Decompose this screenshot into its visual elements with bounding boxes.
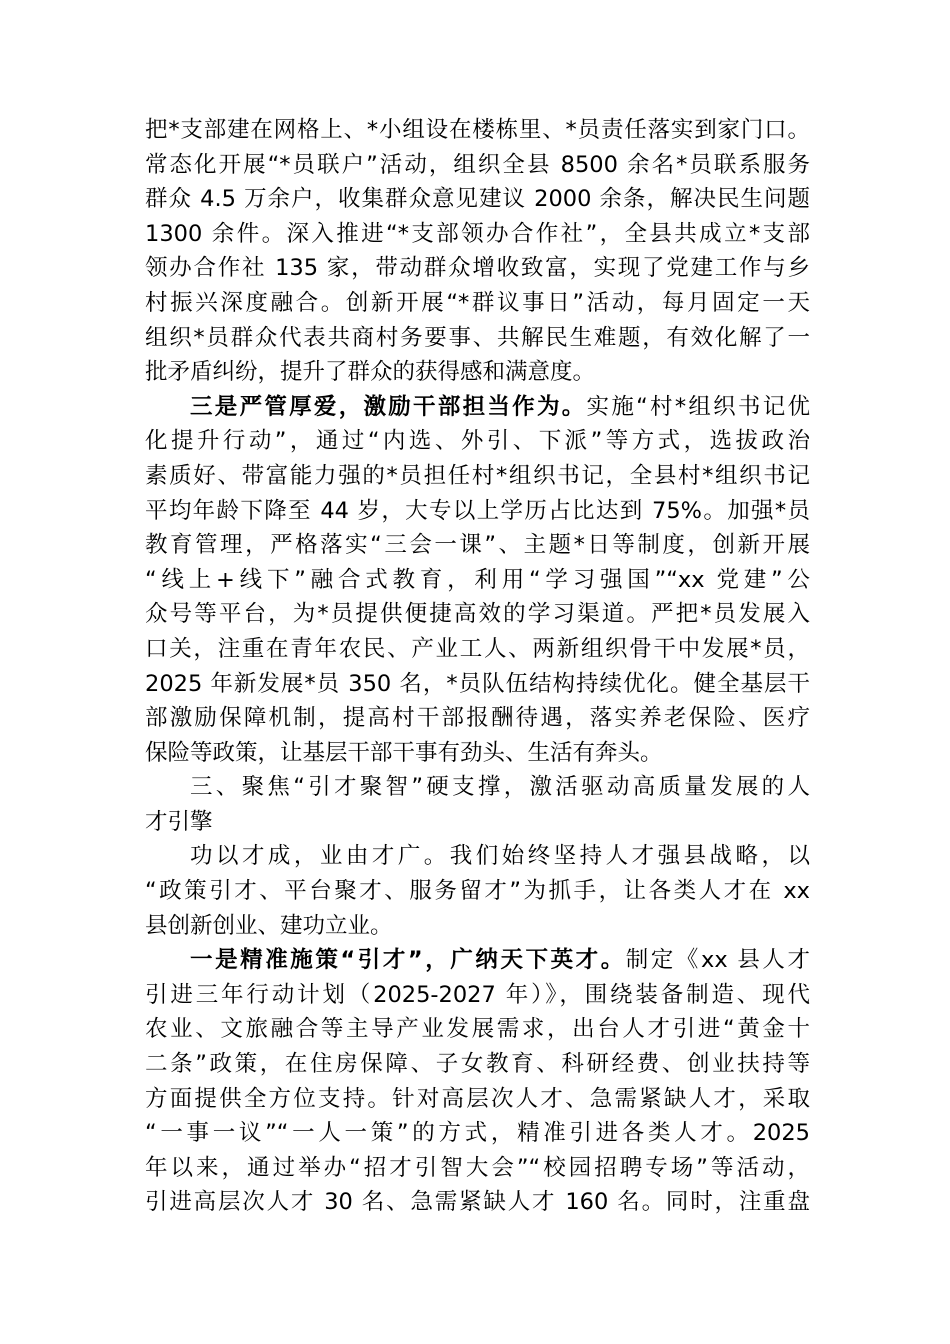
- text-line: 引进高层次人才 30 名、急需紧缺人才 160 名。同时，注重盘: [145, 1189, 810, 1216]
- paragraph-lead: 三是严管厚爱，激励干部担当作为。: [190, 393, 587, 420]
- text-line: 县创新创业、建功立业。: [145, 912, 393, 939]
- text-line: 三、聚焦“引才聚智”硬支撑，激活驱动高质量发展的人: [190, 774, 810, 801]
- text-line-rest: 制定《xx 县人才: [625, 947, 810, 974]
- text-line: 才引擎: [145, 808, 213, 835]
- paragraph-talent-strategy: [145, 839, 810, 943]
- section-heading: [145, 770, 810, 839]
- document-page: [145, 113, 810, 1220]
- text-line: 年以来，通过举办“招才引智大会”“校园招聘专场”等活动，: [145, 1154, 810, 1181]
- text-line: [145, 390, 810, 425]
- text-line: 二条”政策，在住房保障、子女教育、科研经费、创业扶持等: [145, 1051, 810, 1078]
- text-line: 功以才成，业由才广。我们始终坚持人才强县战略，以: [190, 843, 810, 870]
- text-line: 2025 年新发展*员 350 名，*员队伍结构持续优化。健全基层干: [145, 670, 810, 697]
- text-line: “一事一议”“一人一策”的方式，精准引进各类人才。2025: [145, 1120, 810, 1147]
- text-line: 部激励保障机制，提高村干部报酬待遇，落实养老保险、医疗: [145, 705, 810, 732]
- text-line: 领办合作社 135 家，带动群众增收致富，实现了党建工作与乡: [145, 255, 810, 282]
- text-line: 农业、文旅融合等主导产业发展需求，出台人才引进“黄金十: [145, 1016, 810, 1043]
- paragraph-party-households: [145, 113, 810, 390]
- text-line: 方面提供全方位支持。针对高层次人才、急需紧缺人才，采取: [145, 1085, 810, 1112]
- text-line: 教育管理，严格落实“三会一课”、主题*日等制度，创新开展: [145, 532, 810, 559]
- paragraph-talent-recruitment: [145, 943, 810, 1220]
- text-line: 常态化开展“*员联户”活动，组织全县 8500 余名*员联系服务: [145, 151, 810, 178]
- text-line: 口关，注重在青年农民、产业工人、两新组织骨干中发展*员，: [145, 635, 810, 662]
- paragraph-lead: 一是精准施策“引才”，广纳天下英才。: [190, 947, 626, 974]
- text-line: [145, 943, 810, 978]
- text-line: 素质好、带富能力强的*员担任村*组织书记，全县村*组织书记: [145, 462, 810, 489]
- text-line: 平均年龄下降至 44 岁，大专以上学历占比达到 75%。加强*员: [145, 497, 810, 524]
- text-line: 组织*员群众代表共商村务要事、共解民生难题，有效化解了一: [145, 324, 810, 351]
- text-line: 保险等政策，让基层干部干事有劲头、生活有奔头。: [145, 739, 663, 766]
- text-line: 化提升行动”，通过“内选、外引、下派”等方式，选拔政治: [145, 428, 810, 455]
- text-line: 村振兴深度融合。创新开展“*群议事日”活动，每月固定一天: [145, 289, 810, 316]
- text-line: 众号等平台，为*员提供便捷高效的学习渠道。严把*员发展入: [145, 601, 810, 628]
- text-line: “线上+线下”融合式教育，利用“学习强国”“xx 党建”公: [145, 566, 810, 593]
- text-line: 群众 4.5 万余户，收集群众意见建议 2000 余条，解决民生问题: [145, 186, 810, 213]
- text-line-rest: 实施“村*组织书记优: [586, 393, 810, 420]
- text-line: 把*支部建在网格上、*小组设在楼栋里、*员责任落实到家门口。: [145, 117, 810, 143]
- text-line: 1300 余件。深入推进“*支部领办合作社”，全县共成立*支部: [145, 220, 810, 247]
- text-line: “政策引才、平台聚才、服务留才”为抓手，让各类人才在 xx: [145, 878, 810, 905]
- paragraph-strict-management: [145, 390, 810, 771]
- text-line: 批矛盾纠纷，提升了群众的获得感和满意度。: [145, 359, 596, 386]
- text-line: 引进三年行动计划（2025-2027 年）》，围绕装备制造、现代: [145, 981, 810, 1008]
